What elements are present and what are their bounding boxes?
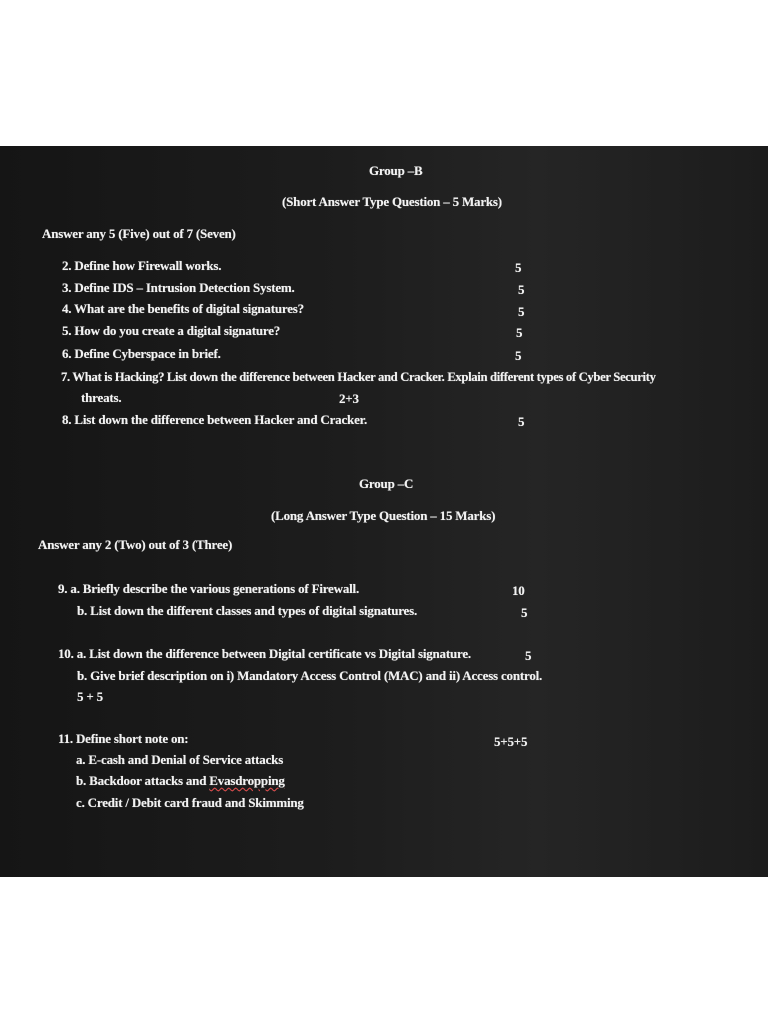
question-4-marks: 5 [518,304,525,319]
question-11-marks: 5+5+5 [494,734,528,749]
question-11-title: 11. Define short note on: [58,731,189,746]
group-c-title: Group –C [359,476,414,491]
question-4: 4. What are the benefits of digital signatures? [62,301,304,316]
question-9b: b. List down the different classes and types of digital signatures. [77,603,418,618]
question-10-marks: 5 + 5 [77,689,103,704]
question-7-continued: threats. [81,390,122,405]
question-3: 3. Define IDS – Intrusion Detection System. [62,280,295,295]
question-11b-misspelled-word: Evasdropping [209,773,285,788]
question-9b-marks: 5 [521,605,528,620]
question-9a: 9. a. Briefly describe the various generations of Firewall. [58,581,359,596]
question-10a-marks: 5 [525,648,532,663]
question-2-marks: 5 [515,260,522,275]
question-10a: 10. a. List down the difference between Digital certificate vs Digital signature. [58,646,471,661]
group-b-instruction: Answer any 5 (Five) out of 7 (Seven) [42,226,236,241]
question-11b-prefix: b. Backdoor attacks and [76,773,210,788]
question-11a: a. E-cash and Denial of Service attacks [76,752,284,767]
question-7: 7. What is Hacking? List down the difference between Hacker and Cracker. Explain different types of Cyber Security [61,370,656,384]
group-b-subtitle: (Short Answer Type Question – 5 Marks) [282,194,502,209]
group-c-subtitle: (Long Answer Type Question – 15 Marks) [271,508,496,523]
question-9a-marks: 10 [512,583,525,598]
question-11b [76,773,285,789]
question-7-marks: 2+3 [339,391,359,406]
group-c-instruction: Answer any 2 (Two) out of 3 (Three) [38,537,233,552]
question-5-marks: 5 [516,325,523,340]
question-8-marks: 5 [518,414,525,429]
question-10b: b. Give brief description on i) Mandatory Access Control (MAC) and ii) Access control. [77,668,543,683]
question-8: 8. List down the difference between Hacker and Cracker. [62,412,368,427]
question-2: 2. Define how Firewall works. [62,258,222,273]
question-5: 5. How do you create a digital signature? [62,323,281,338]
group-b-title: Group –B [369,163,423,178]
question-6: 6. Define Cyberspace in brief. [62,346,221,361]
question-3-marks: 5 [518,282,525,297]
question-11c: c. Credit / Debit card fraud and Skimming [76,795,304,810]
question-6-marks: 5 [515,348,522,363]
